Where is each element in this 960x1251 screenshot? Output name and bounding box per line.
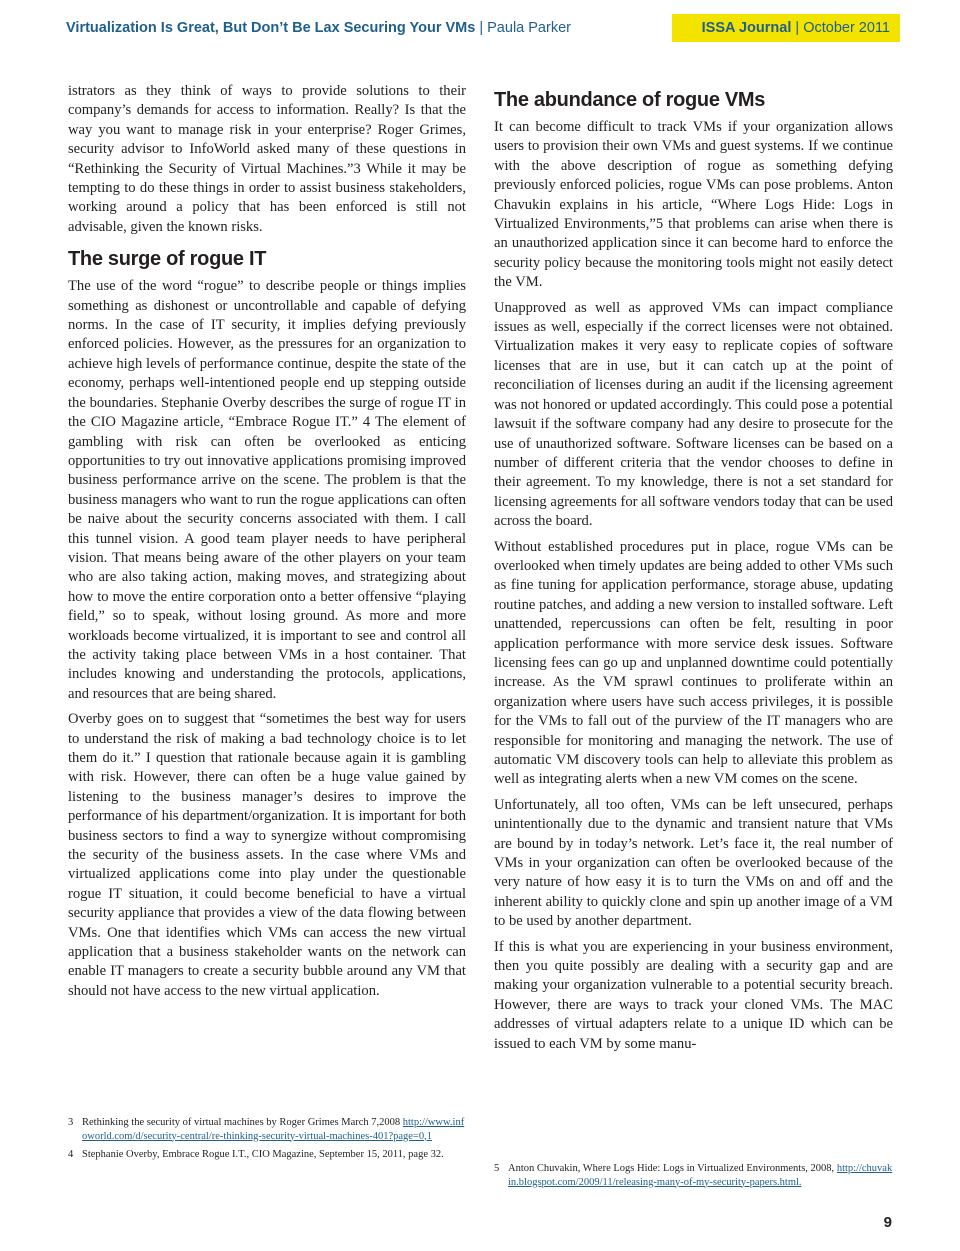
footnote-3-body (82, 1116, 466, 1143)
header-journal-info (702, 14, 890, 42)
header-article-title: Virtualization Is Great, But Don’t Be Lax Securing Your VMs (66, 20, 476, 36)
footnote-5-body (508, 1162, 893, 1189)
right-paragraph-1: It can become difficult to track VMs if your organization allows users to provision their own VMs and guest systems. If we continue with the above description of rogue as something defying previously enforced policies, rogue VMs can pose problems. Anton Chavukin explains in his article, “Where Logs Hide: Logs in Virtualized Environments,”5 that problems can arise when there is an unauthorized application since it can become hard to enforce the security policy because the monitoring tools might not easily detect the VM. (494, 119, 893, 291)
left-column (68, 82, 466, 1007)
footnotes-left (68, 1116, 466, 1167)
footnote-3 (68, 1116, 466, 1143)
header-issue: October 2011 (803, 20, 890, 36)
section-heading-surge-of-rogue-it: The surge of rogue IT (68, 248, 267, 271)
footnote-5-text: Anton Chuvakin, Where Logs Hide: Logs in Virtualized Environments, 2008, (508, 1163, 837, 1174)
footnotes-right (494, 1162, 893, 1194)
right-paragraph-5: If this is what you are experiencing in your business environment, then you quite possibly are dealing with a security gap and are making your organization vulnerable to a potential security breach. However, there are ways to track your cloned VMs. The MAC addresses of virtual adapters relate to a unique ID which can be issued to each VM by some manu- (494, 938, 893, 1052)
header-separator-2: | (791, 20, 804, 36)
footnote-4 (68, 1148, 466, 1162)
footnote-5 (494, 1162, 893, 1189)
left-paragraph-1: istrators as they think of ways to provide solutions to their company’s demands for access to information. Really? Is that the way you want to manage risk in your enterprise? Roger Grimes, security advisor to InfoWorld asked many of these questions in “Rethinking the Security of Virtual Machines.”3 While it may be tempting to do these things in order to assist business stakeholders, working around a policy that has been enforced is still not advisable, given the known risks. (68, 83, 466, 235)
left-paragraph-2: The use of the word “rogue” to describe people or things implies something as dishonest or uncontrollable and capable of defying norms. In the case of IT security, it implies defying previously enforced policies. However, as the pressures for an organization to achieve high levels of performance continue, despite the state of the economy, perhaps well-intentioned people end up stepping outside the boundaries. Stephanie Overby describes the surge of rogue IT in the CIO Magazine article, “Embrace Rogue IT.” 4 The element of gambling with risk can often be overlooked as enticing opportunities to try out innovative applications promising improved business performance arrive on the scene. The problem is that the business managers who want to run the rogue applications can often be naive about the security concerns associated with them. I call this tunnel vision. A good team player needs to have peripheral vision. That means being aware of the other players on your team who are also taking action, making moves, and strategizing about how to move the entire corporation onto a better offensive “playing field,” so to speak, without losing ground. As more and more workloads become virtualized, it is important to see and control all the activity taking place between VMs in a host container. That includes knowing and understanding the protocols, applications, and resources that are being shared. (68, 278, 466, 702)
right-paragraph-4: Unfortunately, all too often, VMs can be left unsecured, perhaps unintentionally due to the dynamic and transient nature that VMs are bound by in today’s network. Let’s face it, the real number of VMs in your organization can often be overlooked because of the very nature of how easy it is to turn the VMs on and off and the inherent ability to quickly clone and spin up another image of a VM to be used by another department. (494, 796, 893, 930)
right-paragraph-2: Unapproved as well as approved VMs can impact compliance issues as well, especially if the correct licenses were not obtained. Virtualization makes it very easy to replicate copies of software licenses that are in use, but it can catch up at the point of reconciliation of licenses during an audit if the licensing agreement was not honored or updated accordingly. This could pose a potential lawsuit if the software company had any desire to prosecute for the use of unauthorized software. Software licenses can be based on a number of different criteria that the vendor chooses to define in their agreement. To my knowledge, there is not a set standard for licensing agreements for all software vendors today that can be used across the board. (494, 299, 893, 530)
header-separator: | (475, 20, 488, 36)
section-heading-abundance-of-rogue-vms: The abundance of rogue VMs (494, 89, 766, 111)
right-paragraph-3: Without established procedures put in place, rogue VMs can be overlooked when timely updates are being added to other VMs such as fine tuning for application performance, storage abuse, updating routine patches, and adding a new version to installed software. Left unattended, repercussions can often be felt, resulting in poor application performance with more service desk issues. Software licensing fees can go up and unplanned downtime could potentially increase. As the VM sprawl continues to proliferate within an organization where users have such access privileges, it is possible for the VMs to fall out of the purview of the IT managers who are responsible for monitoring and managing the network. The use of automatic VM discovery tools can help to alleviate this problem as well as integrating alerts when a new VM comes on the scene. (494, 538, 893, 788)
footnote-4-number: 4 (68, 1149, 74, 1160)
footnote-3-link[interactable]: http://www.infoworld.com/d/security-central/re-thinking-security-virtual-machines-401?page=0,1 (82, 1117, 465, 1142)
right-column (494, 82, 893, 1060)
footnote-5-number: 5 (494, 1163, 500, 1174)
header-article-info (62, 14, 672, 42)
running-header (62, 14, 900, 42)
footnote-5-link[interactable]: http://chuvakin.blogspot.com/2009/11/releasing-many-of-my-security-papers.html. (508, 1163, 893, 1188)
footnote-3-text: Rethinking the security of virtual machines by Roger Grimes March 7,2008 (82, 1117, 403, 1128)
footnote-4-text: Stephanie Overby, Embrace Rogue I.T., CIO Magazine, September 15, 2011, page 32. (82, 1149, 444, 1160)
header-journal-name: ISSA Journal (701, 20, 792, 36)
left-paragraph-3: Overby goes on to suggest that “sometimes the best way for users to understand the risk of making a bad technology choice is to let them do it.” I question that rationale because again it is gambling with risk. However, there can often be a huge value gained by listening to the business manager’s desires to improve the performance of his department/organization. It is important for both business sectors to find a way to synergize without compromising the security of the business assets. In the case where VMs and virtualized applications come into play under the questionable rogue IT situation, it could become beneficial to have a virtual security appliance that provides a view of the data flowing between VMs. One that identifies which VMs can access the new virtual application that a business stakeholder wants on the network can enable IT managers to create a security bubble around any VM that should not have access to the new virtual application. (68, 711, 466, 999)
header-author: Paula Parker (487, 20, 571, 36)
page-number: 9 (883, 1214, 892, 1231)
footnote-3-number: 3 (68, 1117, 74, 1128)
